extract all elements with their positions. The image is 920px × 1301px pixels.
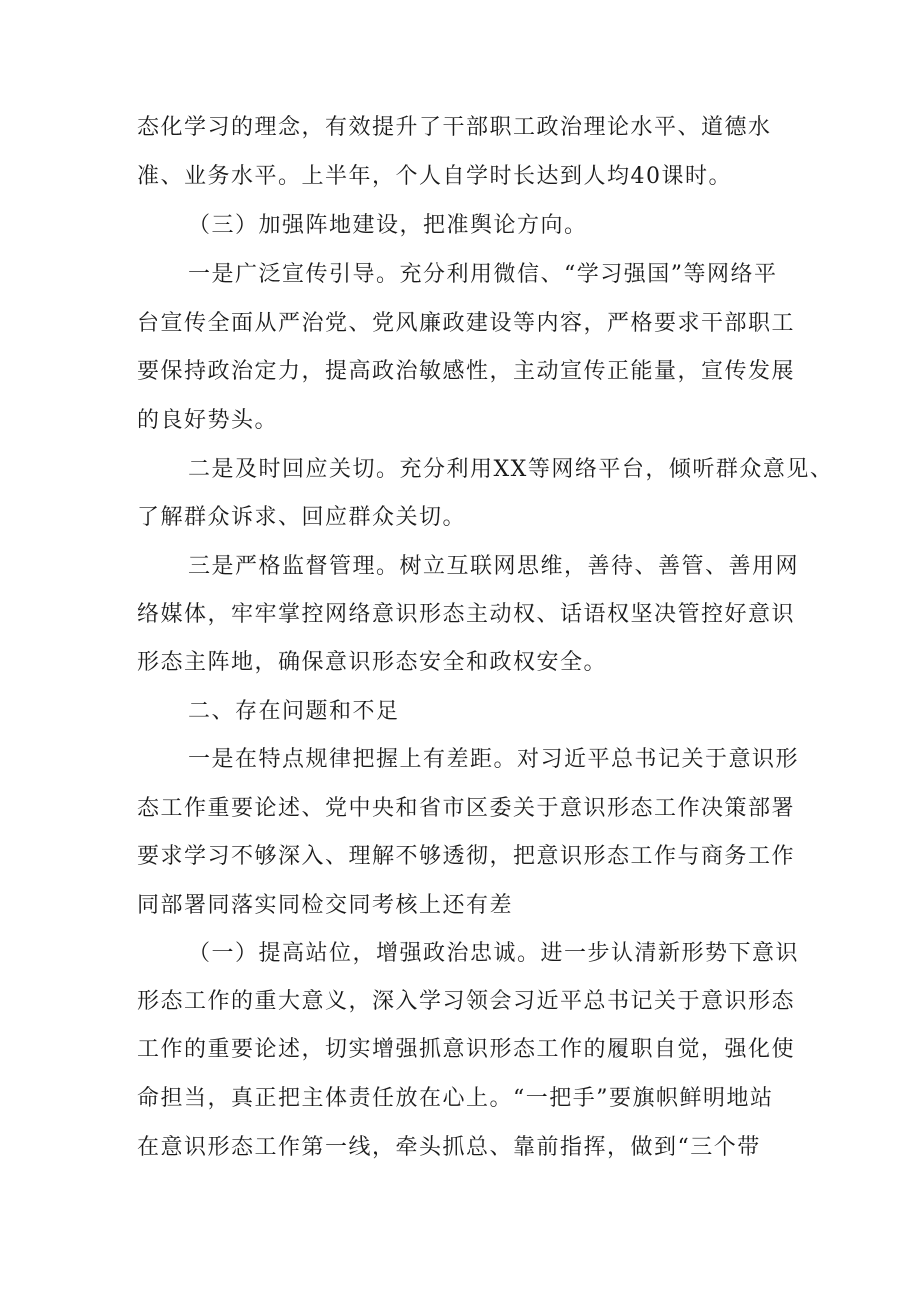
text-line: 三是严格监督管理。树立互联网思维，善待、善管、善用网 — [188, 554, 800, 579]
text-line: 一是广泛宣传引导。充分利用微信、“学习强国”等网络平 — [188, 262, 778, 287]
text-line: 络媒体，牢牢掌控网络意识形态主动权、话语权坚决管控好意识 — [137, 602, 796, 627]
text-line: 形态主阵地，确保意识形态安全和政权安全。 — [137, 650, 608, 675]
text-line: 了解群众诉求、回应群众关切。 — [137, 505, 467, 530]
text-line: 一是在特点规律把握上有差距。对习近平总书记关于意识形 — [188, 747, 800, 772]
text-line: 态化学习的理念，有效提升了干部职工政治理论水平、道德水 — [137, 115, 772, 140]
text-line: 命担当，真正把主体责任放在心上。“一把手”要旗帜鲜明地站 — [137, 1086, 774, 1111]
text-line: 台宣传全面从严治党、党风廉政建设等内容，严格要求干部职工 — [137, 311, 796, 336]
section-heading: 二、存在问题和不足 — [188, 699, 400, 724]
text-line: 态工作重要论述、党中央和省市区委关于意识形态工作决策部署 — [137, 796, 796, 821]
text-line: 形态工作的重大意义，深入学习领会习近平总书记关于意识形态 — [137, 989, 796, 1014]
text-line: 二是及时回应关切。充分利用XX等网络平台，倾听群众意见、 — [188, 457, 834, 482]
text-line: 的良好势头。 — [137, 408, 279, 433]
text-line: 工作的重要论述，切实增强抓意识形态工作的履职自觉，强化使 — [137, 1037, 796, 1062]
text-line: 准、业务水平。上半年，个人自学时长达到人均40课时。 — [137, 164, 732, 189]
text-line: 要保持政治定力，提高政治敏感性，主动宣传正能量，宣传发展 — [137, 359, 796, 384]
text-line: 同部署同落实同检交同考核上还有差 — [137, 893, 514, 918]
section-heading: （一）提高站位，增强政治忠诚。进一步认清新形势下意识 — [188, 941, 800, 966]
text-line: 在意识形态工作第一线，牵头抓总、靠前指挥，做到“三个带 — [137, 1135, 761, 1160]
section-heading: （三）加强阵地建设，把准舆论方向。 — [188, 213, 588, 238]
text-line: 要求学习不够深入、理解不够透彻，把意识形态工作与商务工作 — [137, 844, 796, 869]
